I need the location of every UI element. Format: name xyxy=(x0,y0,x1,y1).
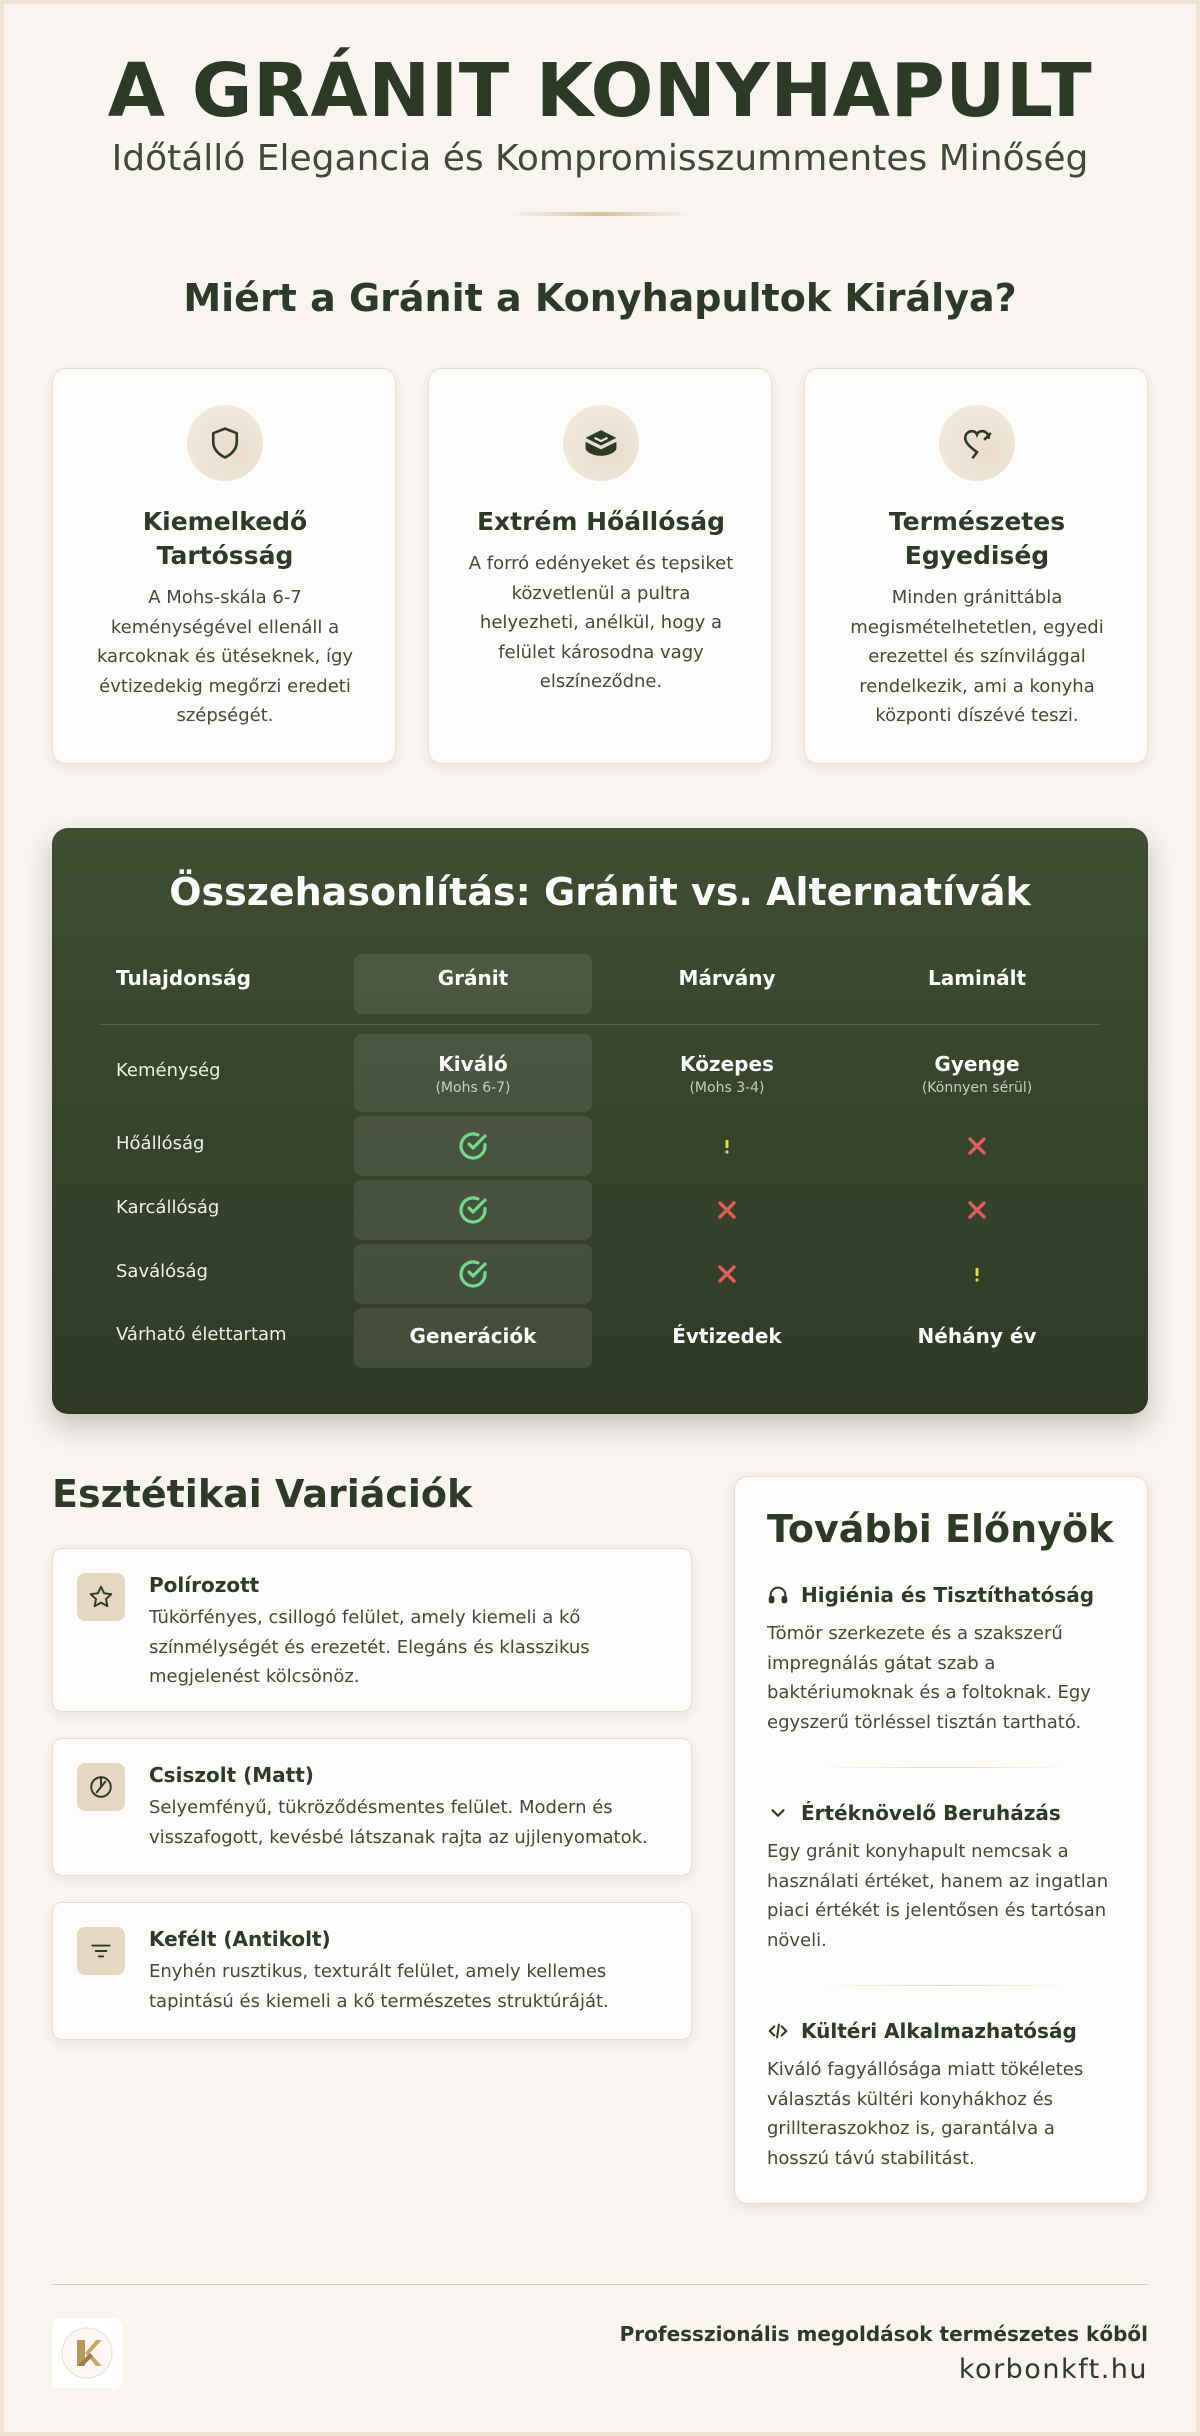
footer-divider xyxy=(52,2284,1148,2285)
chevron-down-icon xyxy=(767,1802,789,1824)
cell-value: Közepes xyxy=(680,1052,774,1076)
aesthetics-title: Esztétikai Variációk xyxy=(52,1472,473,1516)
table-cell xyxy=(858,1052,1096,1096)
why-section-title: Miért a Gránit a Konyhapultok Királya? xyxy=(183,276,1017,320)
table-cell xyxy=(858,1324,1096,1348)
page-subtitle: Időtálló Elegancia és Kompromisszummentes Minőség xyxy=(111,138,1089,179)
column-header-property: Tulajdonság xyxy=(116,966,251,990)
advantages-title: További Előnyök xyxy=(767,1507,1114,1551)
row-label: Keménység xyxy=(116,1060,221,1081)
advantage-title: Értéknövelő Beruházás xyxy=(801,1801,1061,1825)
row-label: Karcállóság xyxy=(116,1197,220,1218)
feature-card-text: A Mohs-skála 6-7 keménységével ellenáll a karcoknak és ütéseknek, így évtizedekig megőrzi eredeti szépségét. xyxy=(96,587,354,726)
leaf-heart-icon xyxy=(939,405,1015,481)
aesthetic-card-brushed xyxy=(52,1902,692,2040)
cell-value: Gyenge xyxy=(934,1052,1020,1076)
advantage-title: Higiénia és Tisztíthatóság xyxy=(801,1583,1095,1607)
feature-cards xyxy=(52,368,1148,764)
advantage-hygiene xyxy=(767,1583,1117,1737)
feature-card-durability xyxy=(52,368,396,764)
cross-icon xyxy=(858,1196,1096,1224)
aesthetic-card-title: Polírozott xyxy=(149,1573,260,1597)
advantage-text: Tömör szerkezete és a szakszerű impregnálás gátat szab a baktériumoknak és a foltoknak. Egy egyszerű törléssel tisztán tartható. xyxy=(767,1623,1091,1733)
feature-card-heat xyxy=(428,368,772,764)
aesthetic-card-title: Kefélt (Antikolt) xyxy=(149,1927,331,1951)
header-divider xyxy=(510,212,690,216)
check-icon xyxy=(354,1194,592,1226)
column-header-laminate: Laminált xyxy=(927,966,1027,990)
column-header-granite: Gránit xyxy=(437,966,509,990)
headset-icon xyxy=(767,1584,789,1606)
table-cell xyxy=(354,1052,592,1096)
aesthetic-card-matte xyxy=(52,1738,692,1876)
cell-value: Néhány év xyxy=(917,1324,1037,1348)
advantage-investment xyxy=(767,1801,1117,1955)
cookware-icon xyxy=(563,405,639,481)
table-cell xyxy=(608,1324,846,1348)
company-logo[interactable] xyxy=(52,2318,122,2388)
cell-value: Kiváló xyxy=(438,1052,508,1076)
aesthetic-card-polished xyxy=(52,1548,692,1712)
cross-icon xyxy=(608,1196,846,1224)
feature-card-text: Minden gránittábla megismételhetetlen, egyedi erezettel és színvilággal rendelkezik, ami a konyha központi díszévé teszi. xyxy=(850,587,1104,726)
cell-note: (Mohs 6-7) xyxy=(435,1080,511,1096)
table-cell xyxy=(608,1052,846,1096)
page-title: A GRÁNIT KONYHAPULT xyxy=(107,48,1093,134)
advantage-text: Kiváló fagyállósága miatt tökéletes választás kültéri konyhákhoz és grillteraszokhoz is, garantálva a hosszú távú stabilitást. xyxy=(767,2059,1084,2169)
page xyxy=(4,4,1196,2432)
table-cell xyxy=(354,1324,592,1348)
advantage-divider xyxy=(815,1767,1075,1768)
check-icon xyxy=(354,1258,592,1290)
row-label: Saválóság xyxy=(116,1261,208,1282)
advantage-divider xyxy=(815,1985,1075,1986)
comparison-title: Összehasonlítás: Gránit vs. Alternatívák xyxy=(169,870,1031,914)
cross-icon xyxy=(608,1260,846,1288)
row-label: Várható élettartam xyxy=(116,1324,287,1345)
warning-icon xyxy=(858,1260,1096,1288)
warning-icon xyxy=(608,1132,846,1160)
comparison-table xyxy=(52,828,1148,1414)
cell-value: Generációk xyxy=(409,1324,537,1348)
cell-value: Évtizedek xyxy=(672,1324,782,1348)
row-label: Hőállóság xyxy=(116,1133,205,1154)
shield-icon xyxy=(187,405,263,481)
code-arrows-icon xyxy=(767,2020,789,2042)
column-header-marble: Márvány xyxy=(678,966,776,990)
star-icon xyxy=(77,1573,125,1621)
feature-card-title: Kiemelkedő Tartósság xyxy=(142,507,308,570)
feature-card-title: Természetes Egyediség xyxy=(888,507,1066,570)
advantage-outdoor xyxy=(767,2019,1117,2173)
advantages-panel xyxy=(734,1476,1148,2204)
cell-note: (Könnyen sérül) xyxy=(921,1080,1033,1096)
check-icon xyxy=(354,1130,592,1162)
compass-icon xyxy=(77,1763,125,1811)
cell-note: (Mohs 3-4) xyxy=(689,1080,765,1096)
feature-card-text: A forró edényeket és tepsiket közvetlenül a pultra helyezheti, anélkül, hogy a felület károsodna vagy elszíneződne. xyxy=(468,553,734,692)
aesthetic-card-title: Csiszolt (Matt) xyxy=(149,1763,314,1787)
advantage-text: Egy gránit konyhapult nemcsak a használati értéket, hanem az ingatlan piaci értékét is jelentősen és tartósan növeli. xyxy=(767,1841,1109,1951)
feature-card-uniqueness xyxy=(804,368,1148,764)
table-header-divider xyxy=(100,1024,1100,1025)
feature-card-title: Extrém Hőállóság xyxy=(476,507,726,536)
footer-domain-link[interactable]: korbonkft.hu xyxy=(958,2354,1148,2385)
advantage-title: Kültéri Alkalmazhatóság xyxy=(801,2019,1077,2043)
aesthetic-card-text: Selyemfényű, tükröződésmentes felület. Modern és visszafogott, kevésbé látszanak rajta az ujjlenyomatok. xyxy=(149,1797,648,1848)
aesthetic-card-text: Tükörfényes, csillogó felület, amely kiemeli a kő színmélységét és erezetét. Elegáns és klasszikus megjelenést kölcsönöz. xyxy=(149,1607,590,1687)
footer-tagline: Professzionális megoldások természetes kőből xyxy=(619,2322,1148,2346)
cross-icon xyxy=(858,1132,1096,1160)
filter-lines-icon xyxy=(77,1927,125,1975)
aesthetic-card-text: Enyhén rusztikus, texturált felület, amely kellemes tapintású és kiemeli a kő természetes struktúráját. xyxy=(149,1961,609,2012)
